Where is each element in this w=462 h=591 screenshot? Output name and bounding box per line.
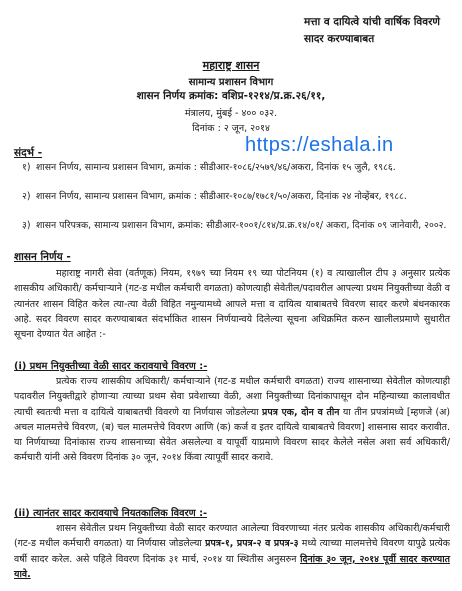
- subject-line-2: सादर करण्याबाबत: [304, 33, 375, 45]
- address: मंत्रालय, मुंबई - ४०० ०३२.: [184, 108, 278, 119]
- section-2-text-a: शासन सेवेतील प्रथम नियुक्तीच्या वेळी सादर करण्यात आलेल्या विवरणाच्या नंतर प्रत्येक शासकीय अधिकारी/कर्मचारी (गट-ड मधील कर्मचारी वगळता) या निर्णयास जोडलेल्या: [14, 523, 450, 550]
- watermark-url: https://eshala.in: [245, 134, 394, 156]
- section-2-paragraph: [14, 521, 450, 582]
- subject-line-1: मत्ता व दायित्वे यांची वार्षिक विवरणे: [304, 16, 440, 28]
- reference-number: ३): [22, 220, 31, 231]
- section-1-text-b: या तीन प्रपत्रांमध्ये [म्हणजे (अ) अचल मालमत्तेचे विवरण, (ब) चल मालमत्तेचे विवरण आणि (क) कर्ज व इतर दायित्वे याबाबतचे विवरण] शासनास सादर करावीत. या निर्णयाच्या दिनांकास राज्य शासनाच्या सेवेत असलेल्या व यापूर्वी याप्रमाणे विवरण सादर केलेले नसेल अशा सर्व अधिकारी/कर्मचारी यांनी असे विवरण दिनांक ३० जून, २०१४ किंवा त्यापूर्वी सादर करावे.: [14, 406, 450, 464]
- section-1-heading: (i) प्रथम नियुक्तीच्या वेळी सादर करावयाचे विवरण :-: [14, 361, 208, 372]
- government-name: महाराष्ट्र शासन: [202, 59, 260, 72]
- reference-text: शासन निर्णय, सामान्य प्रशासन विभाग, क्रमांक : सीडीआर-१०८७/१७८१/५०/अकरा, दिनांक २४ नोव्हेंबर, १९८८.: [36, 191, 407, 202]
- reference-number: १): [22, 162, 31, 173]
- issue-date: दिनांक : २ जून, २०१४: [192, 123, 270, 134]
- decision-heading: शासन निर्णय -: [14, 251, 71, 263]
- references-heading: संदर्भ -: [14, 147, 43, 159]
- section-2-text-b: मध्ये त्याच्या मालमत्तेचे विवरण यापुढे प्रत्येक वर्षी सादर करेल. असे पहिले विवरण दिनांक ३१ मार्च, २०१४ या स्थितीस अनुसरुन: [14, 538, 451, 565]
- reference-number: २): [22, 191, 31, 202]
- section-1-text-a: प्रत्येक राज्य शासकीय अधिकारी/ कर्मचाऱ्याने (गट-ड मधील कर्मचारी वगळता) राज्य शासनाच्या सेवेतील कोणत्याही पदावरील नियुक्तीद्वारे होणाऱ्या त्याच्या प्रथम सेवा प्रवेशाच्या वेळी, अशा नियुक्तीच्या दिनांकापासून दोन महिन्याच्या कालावधीत त्याची स्वतःची मत्ता व दायित्वे याबाबतची विवरणे या निर्णयास जोडलेल्या: [14, 376, 450, 418]
- reference-text: शासन परिपत्रक, सामान्य प्रशासन विभाग, क्रमांक: सीडीआर-१००१/८१४/प्र.क्र.१४/०१/ अकरा, दिनांक ०९ जानेवारी, २००२.: [36, 220, 447, 231]
- department-name: सामान्य प्रशासन विभाग: [188, 77, 274, 88]
- section-2-heading: (ii) त्यानंतर सादर करावयाचे नियतकालिक विवरण :-: [14, 508, 208, 519]
- gr-number: शासन निर्णय क्रमांक: वशिप्र-१२१४/प्र.क्र.२६/११,: [136, 90, 326, 102]
- section-1-bold-forms: प्रपत्र एक, दोन व तीन: [262, 406, 340, 418]
- decision-paragraph: महाराष्ट्र नागरी सेवा (वर्तणूक) नियम, १९७९ च्या नियम १९ च्या पोटनियम (१) व त्याखालील टीप ३ अनुसार प्रत्येक शासकीय अधिकारी/ कर्मचाऱ्याने (गट-ड मधील कर्मचारी वगळता) कोणत्याही सेवेतील/पदावरील आपल्या प्रथम नियुक्तीच्या वेळी व त्यानंतर शासन विहित करेल त्या-त्या वेळी विहित नमुन्यामध्ये आपले मत्ता व दायित्व याबाबतचे विवरण सादर करणे बंधनकारक आहे. सदर विवरण सादर करण्याबाबत संदर्भाकित शासन निर्णयान्वये दिलेल्या सूचना अधिक्रमित करुन खालीलप्रमाणे सुधारीत सूचना देण्यात येत आहेत :-: [14, 268, 450, 341]
- reference-item: [22, 161, 448, 175]
- reference-item: [22, 190, 448, 204]
- reference-text: शासन निर्णय, सामान्य प्रशासन विभाग, क्रमांक : सीडीआर-१०८६/२५७९/४६/अकरा, दिनांक १५ जुलै, १९८६.: [36, 162, 396, 173]
- section-2-bold-forms: प्रपत्र-१, प्रपत्र-२ व प्रपत्र-३: [205, 538, 299, 550]
- subject-header: [304, 14, 440, 48]
- section-2-deadline: दिनांक ३० जून, २०१४ पूर्वी सादर करण्यात यावे.: [14, 553, 450, 580]
- reference-item: [22, 219, 448, 233]
- section-1-paragraph: [14, 374, 450, 466]
